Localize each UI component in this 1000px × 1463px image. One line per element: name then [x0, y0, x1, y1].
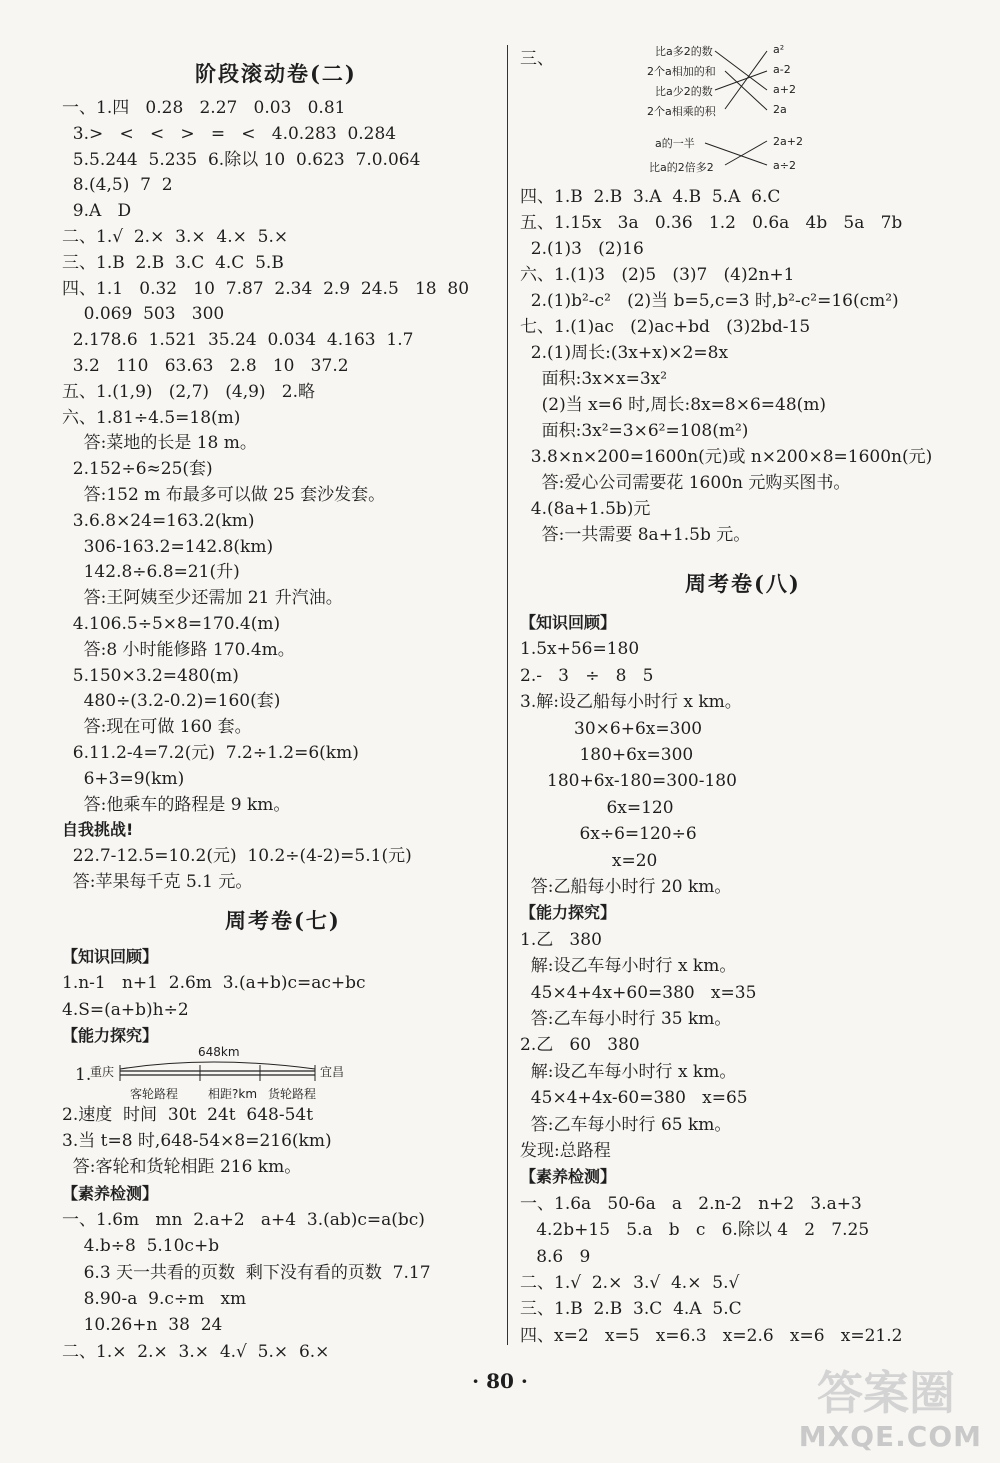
watermark: MXQE.COM — [798, 1420, 982, 1453]
answer-line: 4.S=(a+b)h÷2 — [62, 999, 189, 1020]
answer-line: 6+3=9(km) — [62, 768, 185, 789]
column-divider — [507, 45, 508, 1345]
figure-prefix: 1. — [75, 1065, 92, 1085]
answer-line: 答:苹果每千克 5.1 元。 — [62, 872, 253, 892]
answer-line: 三、1.B 2.B 3.C 4.A 5.C — [520, 1299, 742, 1320]
answer-line: 142.8÷6.8=21(升) — [62, 562, 240, 583]
answer-line: 【素养检测】 — [62, 1183, 159, 1203]
match-right-2: a-2 — [773, 63, 791, 76]
answer-line: 四、1.B 2.B 3.A 4.B 5.A 6.C — [520, 187, 781, 207]
answer-line: 一、1.6a 50-6a a 2.n-2 n+2 3.a+3 — [520, 1193, 862, 1214]
answer-line: 0.069 503 300 — [62, 304, 225, 325]
answer-line: 一、1.6m mn 2.a+2 a+4 3.(ab)c=a(bc) — [62, 1210, 425, 1230]
answer-line: 一、1.四 0.28 2.27 0.03 0.81 — [62, 98, 346, 118]
answer-line: 解:设乙车每小时行 x km。 — [520, 1061, 737, 1082]
answer-line: 答:一共需要 8a+1.5b 元。 — [520, 525, 751, 545]
answer-line: 3.当 t=8 时,648-54×8=216(km) — [62, 1131, 332, 1152]
answer-line: 45×4+4x-60=380 x=65 — [520, 1088, 748, 1109]
answer-line: 2.(1)b²-c² (2)当 b=5,c=3 时,b²-c²=16(cm²) — [520, 291, 899, 311]
answer-line: 二、1.√ 2.× 3.× 4.× 5.× — [62, 227, 289, 247]
answer-line: 22.7-12.5=10.2(元) 10.2÷(4-2)=5.1(元) — [62, 846, 412, 867]
answer-line: 答:他乘车的路程是 9 km。 — [62, 794, 291, 815]
answer-line: 【能力探究】 — [62, 1025, 159, 1045]
page-number: · 80 · — [472, 1369, 528, 1393]
answer-line: 六、1.81÷4.5=18(m) — [62, 407, 241, 428]
city-chongqing: 重庆 — [90, 1065, 115, 1079]
match-right-3: a+2 — [773, 83, 796, 96]
answer-line: 【素养检测】 — [520, 1167, 617, 1187]
answer-line: 答:乙车每小时行 35 km。 — [520, 1009, 732, 1029]
answer-line: 8.6 9 — [520, 1246, 591, 1267]
seg-gap: 相距?km — [208, 1087, 258, 1101]
answer-line: 30×6+6x=300 — [520, 718, 703, 739]
answer-line: 五、1.(1,9) (2,7) (4,9) 2.略 — [62, 381, 315, 402]
answer-line: 六、1.(1)3 (2)5 (3)7 (4)2n+1 — [520, 265, 795, 285]
seg-cargo: 货轮路程 — [268, 1087, 317, 1101]
answer-line: 二、1.√ 2.× 3.√ 4.× 5.√ — [520, 1273, 740, 1293]
matching-label: 三、 — [520, 49, 554, 69]
answer-line: 七、1.(1)ac (2)ac+bd (3)2bd-15 — [520, 317, 811, 337]
seg-passenger: 客轮路程 — [130, 1087, 179, 1101]
match-right-1: a² — [773, 43, 785, 56]
answer-line: x=20 — [520, 850, 658, 871]
answer-line: 2.速度 时间 30t 24t 648-54t — [62, 1104, 314, 1125]
answer-line: 2.152÷6≈25(套) — [62, 459, 213, 480]
answer-line: 8.(4,5) 7 2 — [62, 175, 173, 196]
answer-line: 4.2b+15 5.a b c 6.除以 4 2 7.25 — [520, 1220, 870, 1241]
answer-line: 480÷(3.2-0.2)=160(套) — [62, 691, 281, 712]
answer-line: 3.6.8×24=163.2(km) — [62, 510, 255, 531]
answer-line: 解:设乙车每小时行 x km。 — [520, 956, 737, 977]
answer-line: 二、1.× 2.× 3.× 4.√ 5.× 6.× — [62, 1341, 330, 1362]
answer-line: 2.乙 60 380 — [520, 1035, 640, 1056]
answer-line: 2.(1)周长:(3x+x)×2=8x — [520, 343, 729, 363]
answer-line: 答:客轮和货轮相距 216 km。 — [62, 1157, 302, 1178]
answer-line: 面积:3x²=3×6²=108(m²) — [520, 421, 749, 441]
answer-line: 6x=120 — [520, 797, 674, 818]
answer-line: 8.90-a 9.c÷m xm — [62, 1288, 247, 1309]
match-left-4: 2个a相乘的积 — [647, 105, 716, 118]
answer-line: 3.2 110 63.63 2.8 10 37.2 — [62, 356, 349, 376]
match-left-5: a的一半 — [655, 137, 695, 150]
answer-line: 10.26+n 38 24 — [62, 1315, 223, 1336]
answer-line: 五、1.15x 3a 0.36 1.2 0.6a 4b 5a 7b — [520, 213, 903, 233]
answer-line: 【能力探究】 — [520, 903, 617, 923]
answer-line: 4.(8a+1.5b)元 — [520, 499, 651, 519]
answer-line: 1.n-1 n+1 2.6m 3.(a+b)c=ac+bc — [62, 973, 366, 994]
answer-line: 2.178.6 1.521 35.24 0.034 4.163 1.7 — [62, 330, 414, 351]
section-title-week-7: 周考卷(七) — [225, 908, 341, 933]
answer-line: 4.106.5÷5×8=170.4(m) — [62, 614, 281, 634]
answer-line: 5.5.244 5.235 6.除以 10 0.623 7.0.064 — [62, 149, 421, 170]
answer-line: 发现:总路程 — [520, 1141, 611, 1161]
answer-line: 6.3 天一共看的页数 剩下没有看的页数 7.17 — [62, 1262, 431, 1283]
answer-line: 3.8×n×200=1600n(元)或 n×200×8=1600n(元) — [520, 447, 933, 467]
distance-label: 648km — [198, 1045, 240, 1059]
answer-line: 2.(1)3 (2)16 — [520, 239, 644, 259]
answer-line: 45×4+4x+60=380 x=35 — [520, 982, 757, 1003]
answer-line: 2.- 3 ÷ 8 5 — [520, 665, 654, 686]
answer-line: 答:王阿姨至少还需加 21 升汽油。 — [62, 588, 343, 609]
match-right-4: 2a — [773, 103, 787, 116]
answer-line: 3.解:设乙船每小时行 x km。 — [520, 692, 742, 713]
answer-line: 【知识回顾】 — [520, 613, 617, 632]
answer-line: 答:8 小时能修路 170.4m。 — [62, 639, 295, 660]
answer-line: 答:现在可做 160 套。 — [62, 717, 252, 738]
answer-line: 9.A D — [62, 201, 132, 222]
answer-line: 答:乙船每小时行 20 km。 — [520, 877, 732, 897]
answer-line: 四、x=2 x=5 x=6.3 x=2.6 x=6 x=21.2 — [520, 1325, 903, 1346]
answer-line: 自我挑战! — [62, 820, 134, 840]
answer-line: 答:爱心公司需要花 1600n 元购买图书。 — [520, 473, 851, 493]
answer-line: 四、1.1 0.32 10 7.87 2.34 2.9 24.5 18 80 — [62, 278, 470, 299]
answer-line: 【知识回顾】 — [62, 947, 159, 966]
section-title-stage-2: 阶段滚动卷(二) — [195, 61, 357, 86]
answer-line: 306-163.2=142.8(km) — [62, 536, 274, 557]
match-left-2: 2个a相加的和 — [647, 65, 716, 78]
match-left-3: 比a少2的数 — [655, 85, 713, 98]
watermark-logo: 答案圈 — [817, 1366, 955, 1420]
city-yichang: 宜昌 — [320, 1065, 345, 1079]
section-title-week-8: 周考卷(八) — [685, 571, 801, 596]
answer-line: 答:乙车每小时行 65 km。 — [520, 1114, 732, 1135]
answer-line: 1.5x+56=180 — [520, 639, 640, 660]
answer-line: 5.150×3.2=480(m) — [62, 665, 239, 686]
answer-line: 6.11.2-4=7.2(元) 7.2÷1.2=6(km) — [62, 743, 359, 763]
answer-line: 4.b÷8 5.10c+b — [62, 1236, 220, 1257]
answer-line: 面积:3x×x=3x² — [520, 369, 668, 389]
match-left-6: 比a的2倍多2 — [649, 161, 714, 174]
answer-line: (2)当 x=6 时,周长:8x=8×6=48(m) — [520, 395, 827, 415]
answer-line: 1.乙 380 — [520, 929, 602, 950]
answer-line: 6x÷6=120÷6 — [520, 824, 697, 845]
answer-line: 180+6x=300 — [520, 745, 694, 765]
answer-line: 3.> < < > = < 4.0.283 0.284 — [62, 123, 397, 144]
match-right-5: 2a+2 — [773, 135, 803, 148]
answer-line: 三、1.B 2.B 3.C 4.C 5.B — [62, 252, 284, 273]
segment-lines — [90, 1057, 320, 1087]
match-left-1: 比a多2的数 — [655, 45, 713, 58]
answer-line: 180+6x-180=300-180 — [520, 771, 737, 792]
answer-line: 答:菜地的长是 18 m。 — [62, 433, 257, 454]
answer-line: 答:152 m 布最多可以做 25 套沙发套。 — [62, 485, 386, 505]
match-right-6: a÷2 — [773, 159, 796, 172]
